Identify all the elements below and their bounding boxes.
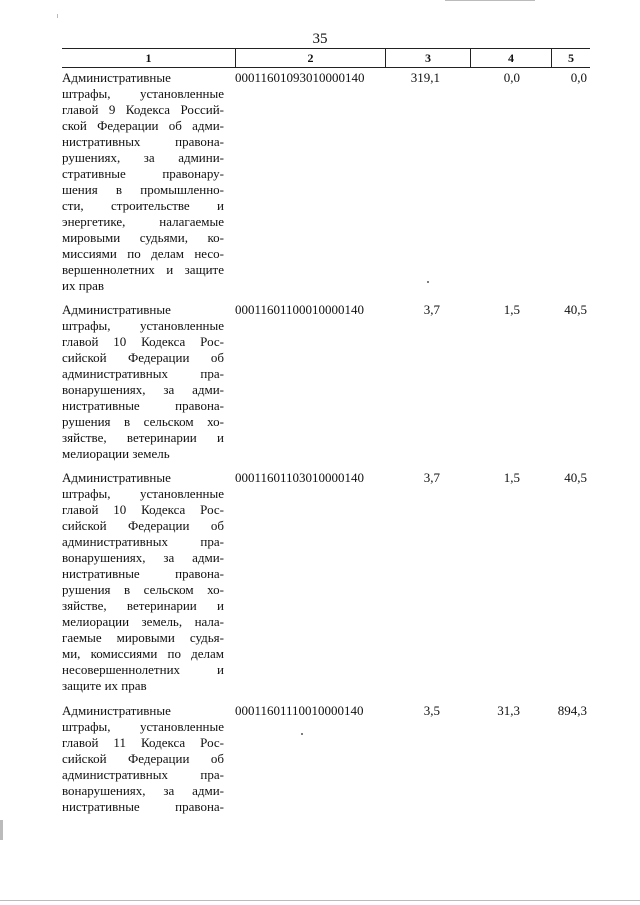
row-description [62,302,224,462]
description-line: зяйстве, ветеринарии и [62,598,224,613]
description-line: зяйстве, ветеринарии и [62,430,224,445]
value-col-5: 0,0 [570,70,587,85]
value-col-5: 40,5 [564,470,587,485]
column-header-2: 2 [307,51,314,65]
description-line: Административные [62,703,171,718]
description-line: административных пра- [62,767,224,782]
value-col-3: 319,1 [410,70,440,85]
description-line: сийской Федерации об [62,751,224,766]
description-line: Административные [62,470,171,485]
description-line: главой 10 Кодекса Рос- [62,334,224,349]
description-line: нистративные правона- [62,566,224,581]
description-line: несовершеннолетних и [62,662,224,677]
description-line: административных пра- [62,534,224,549]
budget-code: 00011601110010000140 [235,703,364,718]
description-line: вершеннолетних и защите [62,262,224,277]
value-col-3: 3,7 [423,470,440,485]
description-line: сти, строительстве и [62,198,224,213]
value-col-4: 31,3 [497,703,520,718]
description-line: миссиями по делам несо- [62,246,224,261]
value-col-3: 3,5 [423,703,440,718]
row-description [62,70,224,294]
description-line: мелиорации земель [62,446,170,461]
description-line: сийской Федерации об [62,518,224,533]
value-col-5: 894,3 [557,703,587,718]
budget-code: 00011601093010000140 [235,70,365,85]
description-line: мировыми судьями, ко- [62,230,224,245]
description-line: нистративные правона- [62,398,224,413]
page-number: 35 [312,31,328,47]
description-line: вонарушениях, за адми- [62,382,224,397]
description-line: защите их прав [62,678,147,693]
column-header-5: 5 [568,51,574,65]
description-line: энергетике, налагаемые [62,214,224,229]
description-line: ской Федерации об адми- [62,118,224,133]
scan-speck [427,281,429,283]
description-line: гаемые мировыми судья- [62,630,224,645]
description-line: главой 9 Кодекса Россий- [62,102,224,117]
description-line: главой 10 Кодекса Рос- [62,502,224,517]
scan-edge [0,820,3,840]
description-line: рушениях, за админи- [62,150,224,165]
row-description [62,703,224,815]
description-line: штрафы, установленные [62,318,224,333]
description-line: штрафы, установленные [62,86,224,101]
description-line: нистративные правона- [62,799,224,814]
value-col-4: 0,0 [503,70,520,85]
description-line: административных пра- [62,366,224,381]
budget-code: 00011601103010000140 [235,470,365,485]
value-col-5: 40,5 [564,302,587,317]
description-line: Административные [62,302,171,317]
description-line: нистративных правона- [62,134,224,149]
description-line: мелиорации земель, нала- [62,614,224,629]
value-col-4: 1,5 [503,470,520,485]
description-line: вонарушениях, за адми- [62,783,224,798]
description-line: рушения в сельском хо- [62,414,224,429]
description-line: штрафы, установленные [62,719,224,734]
description-line: ми, комиссиями по делам [62,646,224,661]
value-col-4: 1,5 [503,302,520,317]
description-line: шения в промышленно- [62,182,224,197]
description-line: главой 11 Кодекса Рос- [62,735,224,750]
column-header-1: 1 [145,51,152,65]
scan-speck [301,733,303,735]
value-col-3: 3,7 [423,302,440,317]
scan-edge [0,900,640,901]
description-line: вонарушениях, за адми- [62,550,224,565]
description-line: стративные правонару- [62,166,224,181]
row-description [62,470,224,694]
table-header [62,48,590,68]
description-line: рушения в сельском хо- [62,582,224,597]
column-header-4: 4 [508,51,514,65]
budget-code: 00011601100010000140 [235,302,365,317]
description-line: штрафы, установленные [62,486,224,501]
description-line: сийской Федерации об [62,350,224,365]
column-header-3: 3 [425,51,431,65]
description-line: их прав [62,278,105,293]
description-line: Административные [62,70,171,85]
